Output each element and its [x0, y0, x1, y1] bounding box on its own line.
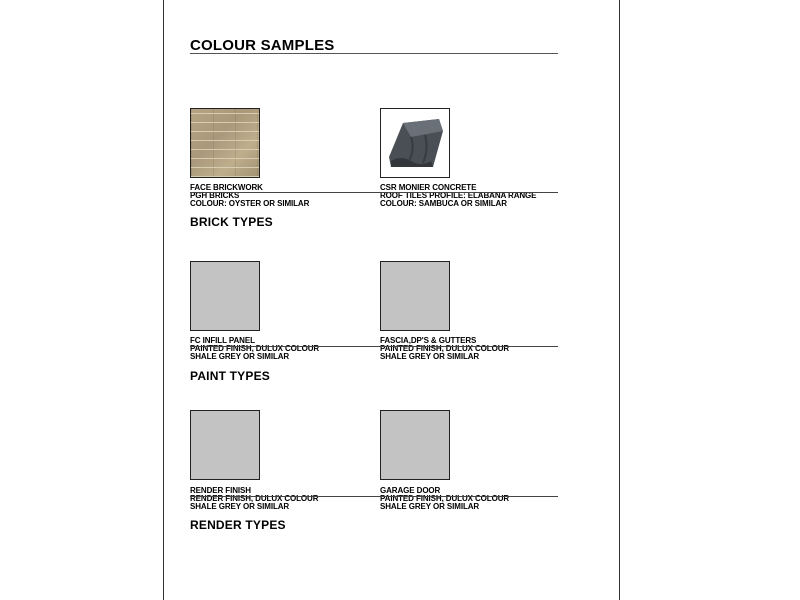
page-title: COLOUR SAMPLES [190, 37, 335, 54]
garage-door-label [380, 487, 509, 511]
roof-tile-swatch [380, 108, 450, 178]
label-line: SHALE GREY OR SIMILAR [190, 502, 290, 511]
label-line: SHALE GREY OR SIMILAR [190, 352, 290, 361]
label-line: CSR MONIER CONCRETE [380, 183, 477, 192]
fascia-gutters-label [380, 337, 509, 361]
label-line: FC INFILL PANEL [190, 336, 255, 345]
label-line: COLOUR: OYSTER OR SIMILAR [190, 199, 310, 208]
garage-door-swatch [380, 410, 450, 480]
label-line: FASCIA,DP'S & GUTTERS [380, 336, 477, 345]
divider-line [190, 346, 558, 347]
label-line: ROOF TILES PROFILE: ELABANA RANGE [380, 191, 537, 200]
label-line: PAINTED FINISH, DULUX COLOUR [190, 344, 320, 353]
face-brickwork-label [190, 184, 309, 208]
roof-tile-icon [381, 109, 449, 177]
label-line: RENDER FINISH [190, 486, 251, 495]
roof-tile-label [380, 184, 536, 208]
title-underline [190, 53, 558, 54]
section-title-paint-types: PAINT TYPES [190, 369, 270, 383]
label-line: GARAGE DOOR [380, 486, 441, 495]
label-line: SHALE GREY OR SIMILAR [380, 502, 480, 511]
section-title-brick-types: BRICK TYPES [190, 215, 273, 229]
label-line: SHALE GREY OR SIMILAR [380, 352, 480, 361]
label-line: PAINTED FINISH, DULUX COLOUR [380, 344, 510, 353]
divider-line [190, 496, 558, 497]
label-line: RENDER FINISH, DULUX COLOUR [190, 494, 319, 503]
divider-line [190, 192, 558, 193]
label-line: FACE BRICKWORK [190, 183, 263, 192]
fc-infill-panel-label [190, 337, 319, 361]
fascia-gutters-swatch [380, 261, 450, 331]
render-finish-swatch [190, 410, 260, 480]
label-line: COLOUR: SAMBUCA OR SIMILAR [380, 199, 507, 208]
face-brickwork-swatch [190, 108, 260, 178]
render-finish-label [190, 487, 318, 511]
label-line: PAINTED FINISH, DULUX COLOUR [380, 494, 510, 503]
fc-infill-panel-swatch [190, 261, 260, 331]
section-title-render-types: RENDER TYPES [190, 518, 286, 532]
label-line: PGH BRICKS [190, 191, 240, 200]
